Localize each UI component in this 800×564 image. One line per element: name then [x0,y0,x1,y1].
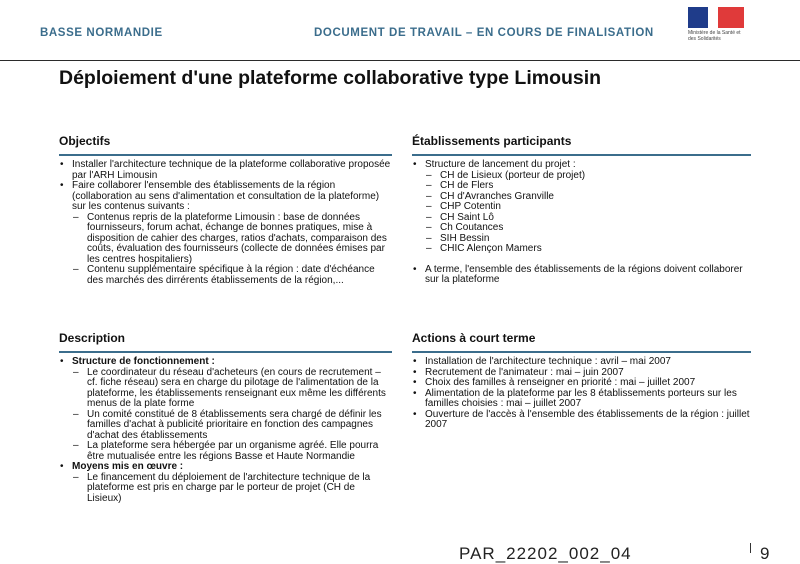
list-item: • Recrutement de l'animateur : mai – juin 2007 [412,368,751,379]
sub-list-item: – SIH Bessin [425,234,751,245]
section-objectifs [59,134,392,286]
bullet-list [412,160,751,286]
section-etablissements [412,134,751,286]
sub-list-item: – Le coordinateur du réseau d'acheteurs (en cours de recrutement – cf. fiche réseau) sera en charge du pilotage de l'alimentation de la plateforme, les établissements renseignant eux même les différents menus de la plate forme [72,368,392,410]
list-item: • Choix des familles à renseigner en priorité : mai – juillet 2007 [412,378,751,389]
bullet-list [59,357,392,504]
page-number: 9 [760,544,770,563]
list-item: • Structure de fonctionnement : – Le coordinateur du réseau d'acheteurs (en cours de recrutement – cf. fiche réseau) sera en charge du pilotage de l'alimentation de la plateforme, les établissements renseignant eux même les différents menus de la plate forme – Un comité constitué de 8 établissements sera chargé de définir les familles d'achat à publicité prioritaire en fonction des campagnes d'achat des établissements – La plateforme sera hébergée par un organisme agréé. Elle pourra être mutualisée entre les régions Basse et Haute Normandie [59,357,392,462]
sub-list-item: – CHIC Alençon Mamers [425,244,751,255]
sub-list-item: – CH Saint Lô [425,213,751,224]
document-reference: PAR_22202_002_04 [459,544,632,563]
section-title: Description [59,331,126,345]
header-region: BASSE NORMANDIE [40,27,163,39]
list-item: • Installer l'architecture technique de la plateforme collaborative proposée par l'ARH Limousin [59,160,392,181]
bullet-list [59,160,392,286]
section-title: Actions à court terme [412,331,536,345]
section-title: Objectifs [59,134,111,148]
section-rule [59,351,392,353]
list-item: • Ouverture de l'accès à l'ensemble des établissements de la région : juillet 2007 [412,410,751,431]
logo-text: Ministère de la Santé et des Solidarités [688,30,741,42]
section-title: Établissements participants [412,134,572,148]
header-status: DOCUMENT DE TRAVAIL – EN COURS DE FINALISATION [314,27,654,39]
footer-divider [750,543,751,553]
section-rule [412,154,751,156]
list-item: • Alimentation de la plateforme par les 8 établissements porteurs sur les familles choisies : mai – juillet 2007 [412,389,751,410]
bullet-list [412,357,751,431]
header-divider [0,60,800,61]
sub-list-item: – Le financement du déploiement de l'architecture technique de la plateforme est pris en charge par le porteur de projet (CH de Lisieux) [72,473,392,505]
section-actions [412,331,751,431]
sub-list-item: – Un comité constitué de 8 établissements sera chargé de définir les familles d'achat à publicité prioritaire en fonction des campagnes d'achat des établissements [72,410,392,442]
list-item: • Installation de l'architecture technique : avril – mai 2007 [412,357,751,368]
sub-list-item: – Contenu supplémentaire spécifique à la région : date d'échéance des marchés des dirrérents établissements de la région,... [72,265,392,286]
section-rule [412,351,751,353]
sub-list-item: – CH de Lisieux (porteur de projet) [425,171,751,182]
page-title: Déploiement d'une plateforme collaborative type Limousin [59,67,602,89]
section-rule [59,154,392,156]
list-item: • A terme, l'ensemble des établissements de la régions doivent collaborer sur la plateforme [412,265,751,286]
sub-list-item: – CHP Cotentin [425,202,751,213]
list-item: • Structure de lancement du projet : – CH de Lisieux (porteur de projet) – CH de Flers – CH d'Avranches Granville – CHP Cotentin – CH Saint Lô – Ch Coutances – SIH Bessin – CHIC Alençon Mamers [412,160,751,255]
section-description [59,331,392,504]
ministry-logo [688,7,745,42]
sub-list-item: – Ch Coutances [425,223,751,234]
sub-list-item: – Contenus repris de la plateforme Limousin : base de données fournisseurs, forum achat, échange de bonnes pratiques, mise à disposition de cahier des charges, ratios d'achats, comparaison des coûts, évaluation des fournisseurs (collecte de données émises par les centres hospitaliers) [72,213,392,266]
sub-list-item: – La plateforme sera hébergée par un organisme agréé. Elle pourra être mutualisée entre les régions Basse et Haute Normandie [72,441,392,462]
list-item: • Faire collaborer l'ensemble des établissements de la région (collaboration au sens d'alimentation et consultation de la plateforme) sur les contenus suivants : – Contenus repris de la plateforme Limousin : base de données fournisseurs, forum achat, échange de bonnes pratiques, mise à disposition de cahier des charges, ratios d'achats, comparaison des coûts, évaluation des fournisseurs (collecte de données émises par les centres hospitaliers) – Contenu supplémentaire spécifique à la région : date d'échéance des marchés des dirrérents établissements de la région,... [59,181,392,286]
sub-list-item: – CH d'Avranches Granville [425,192,751,203]
french-flag-icon [688,7,744,28]
list-item: • Moyens mis en œuvre : – Le financement du déploiement de l'architecture technique de la plateforme est pris en charge par le porteur de projet (CH de Lisieux) [59,462,392,504]
sub-list-item: – CH de Flers [425,181,751,192]
